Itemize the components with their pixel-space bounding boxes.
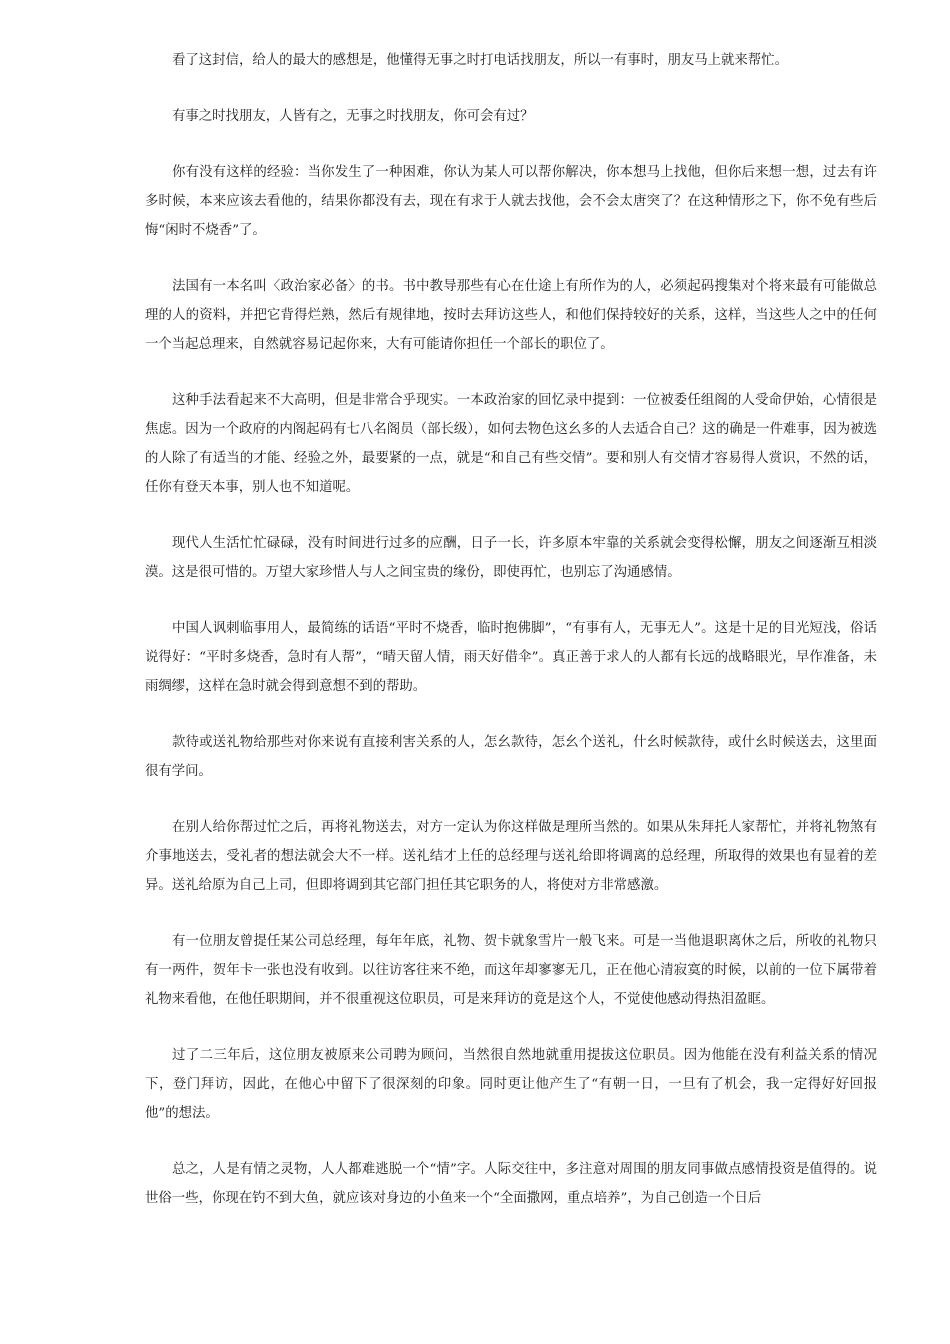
paragraph: 现代人生活忙忙碌碌，没有时间进行过多的应酬，日子一长，许多原本牢靠的关系就会变得松懈，朋友之间逐渐互相淡漠。这是很可惜的。万望大家珍惜人与人之间宝贵的缘份，即使再忙，也别忘了沟通感情。 <box>145 536 877 580</box>
paragraph: 在别人给你帮过忙之后，再将礼物送去，对方一定认为你这样做是理所当然的。如果从朱拜托人家帮忙，并将礼物煞有介事地送去，受礼者的想法就会大不一样。送礼结才上任的总经理与送礼给即将调离的总经理，所取得的效果也有显着的差异。送礼给原为自己上司，但即将调到其它部门担任其它职务的人，将使对方非常感激。 <box>145 820 877 893</box>
document-body <box>145 46 877 1240</box>
paragraph: 有一位朋友曾提任某公司总经理，每年年底，礼物、贺卡就象雪片一般飞来。可是一当他退职离休之后，所收的礼物只有一两件，贺年卡一张也没有收到。以往访客往来不绝，而这年却寥寥无几，正在他心清寂寞的时候，以前的一位下属带着礼物来看他，在他任职期间，并不很重视这位职员，可是来拜访的竟是这个人，不觉使他感动得热泪盈眶。 <box>145 934 877 1007</box>
paragraph: 中国人讽刺临事用人，最简练的话语“平时不烧香，临时抱佛脚”，“有事有人，无事无人”。这是十足的目光短浅，俗话说得好：“平时多烧香，急时有人帮”，“晴天留人情，雨天好借伞”。真正善于求人的人都有长远的战略眼光，早作准备，未雨绸缪，这样在急时就会得到意想不到的帮助。 <box>145 621 877 694</box>
paragraph: 你有没有这样的经验：当你发生了一种困难，你认为某人可以帮你解决，你本想马上找他，但你后来想一想，过去有许多时候，本来应该去看他的，结果你都没有去，现在有求于人就去找他，会不会太唐突了？在这种情形之下，你不免有些后悔“闲时不烧香”了。 <box>145 165 877 238</box>
paragraph: 有事之时找朋友，人皆有之，无事之时找朋友，你可会有过？ <box>172 109 534 124</box>
paragraph: 看了这封信，给人的最大的感想是，他懂得无事之时打电话找朋友，所以一有事时，朋友马上就来帮忙。 <box>172 53 788 68</box>
paragraph: 过了二三年后，这位朋友被原来公司聘为顾问，当然很自然地就重用提拔这位职员。因为他能在没有利益关系的情况下，登门拜访，因此，在他心中留下了很深刻的印象。同时更让他产生了“有朝一日，一旦有了机会，我一定得好好回报他”的想法。 <box>145 1048 877 1121</box>
paragraph: 总之，人是有情之灵物，人人都难逃脱一个“情”字。人际交往中，多注意对周围的朋友同事做点感情投资是值得的。说世俗一些，你现在钓不到大鱼，就应该对身边的小鱼来一个“全面撒网，重点培养”，为自己创造一个日后 <box>145 1162 878 1206</box>
paragraph: 法国有一本名叫〈政治家必备〉的书。书中教导那些有心在仕途上有所作为的人，必须起码搜集对个将来最有可能做总理的人的资料，并把它背得烂熟，然后有规律地，按时去拜访这些人，和他们保持较好的关系，这样，当这些人之中的任何一个当起总理来，自然就容易记起你来，大有可能请你担任一个部长的职位了。 <box>145 279 877 352</box>
paragraph: 这种手法看起来不大高明，但是非常合乎现实。一本政治家的回忆录中提到：一位被委任组阁的人受命伊始，心情很是焦虑。因为一个政府的内阁起码有七八名阁员（部长级），如何去物色这幺多的人去适合自己？这的确是一件难事，因为被选的人除了有适当的才能、经验之外，最要紧的一点，就是“和自己有些交情”。要和别人有交情才容易得人赏识，不然的话，任你有登天本事，别人也不知道呢。 <box>145 393 877 495</box>
paragraph: 款待或送礼物给那些对你来说有直接利害关系的人，怎幺款待，怎幺个送礼，什幺时候款待，或什幺时候送去，这里面很有学问。 <box>145 735 877 779</box>
